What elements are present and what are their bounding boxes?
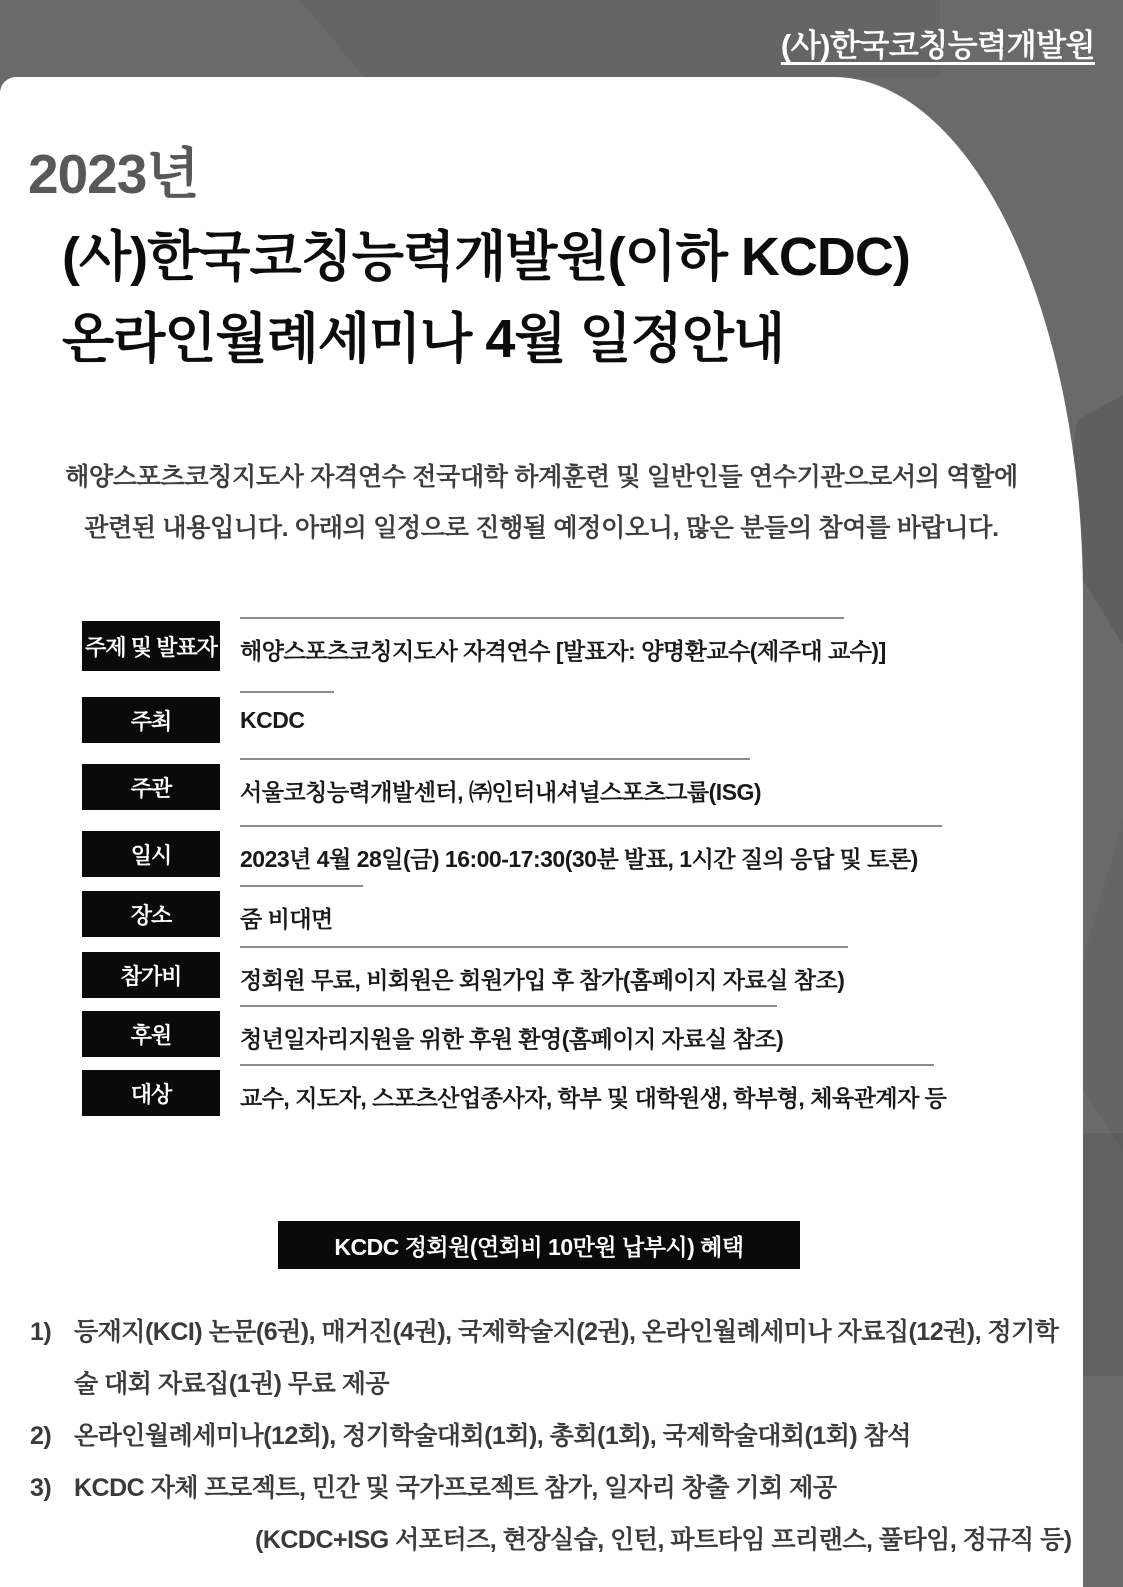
org-name-link[interactable]: (사)한국코칭능력개발원 [780,28,1095,63]
intro-paragraph [0,452,1083,554]
schedule-row-label: 후원 [82,1011,220,1057]
benefit-item-text: 온라인월례세미나(12회), 정기학술대회(1회), 총회(1회), 국제학술대회(1회) 참석 [74,1422,911,1450]
schedule-row-audience [82,1068,1022,1128]
intro-line1: 해양스포츠코칭지도사 자격연수 전국대학 하계훈련 및 일반인들 연수기관으로서의 역할에 [65,463,1018,491]
schedule-row-label: 대상 [82,1070,220,1116]
benefit-item-1 [30,1306,1072,1410]
schedule-row-label: 일시 [82,831,220,877]
benefit-banner: KCDC 정회원(연회비 10만원 납부시) 혜택 [278,1221,800,1269]
schedule-row-datetime [82,829,1022,889]
schedule-row-value: 교수, 지도자, 스포츠산업종사자, 학부 및 대학원생, 학부형, 체육관계자 등 [240,1064,934,1113]
benefit-item-marker: 2) [30,1422,52,1450]
schedule-row-organizer [82,762,1022,822]
page-title [62,216,910,380]
schedule-row-value: 정회원 무료, 비회원은 회원가입 후 참가(홈페이지 자료실 참조) [240,946,848,995]
page-title-line1: (사)한국코칭능력개발원(이하 KCDC) [62,227,910,287]
schedule-row-value: 서울코칭능력개발센터, ㈜인터내셔널스포츠그룹(ISG) [240,758,750,807]
schedule-row-label: 참가비 [82,952,220,998]
schedule-row-host [82,695,1022,755]
schedule-row-value: 해양스포츠코칭지도사 자격연수 [발표자: 양명환교수(제주대 교수)] [240,617,844,666]
benefit-item-2 [30,1410,1072,1462]
schedule-row-label: 주관 [82,764,220,810]
benefit-item-marker: 3) [30,1474,52,1502]
schedule-row-fee [82,950,1022,1010]
schedule-row-value: 줌 비대면 [240,885,363,934]
page-title-line2: 온라인월례세미나 4월 일정안내 [62,309,785,369]
benefit-item-3 [30,1462,1072,1514]
schedule-row-value: KCDC [240,691,334,734]
benefit-item-marker: 1) [30,1318,52,1346]
benefit-item-text: 등재지(KCI) 논문(6권), 매거진(4권), 국제학술지(2권), 온라인월례세미나 자료집(12권), 정기학술 대회 자료집(1권) 무료 제공 [74,1318,1059,1398]
schedule-row-place [82,889,1022,949]
schedule-row-sponsor [82,1009,1022,1069]
schedule-row-value: 청년일자리지원을 위한 후원 환영(홈페이지 자료실 참조) [240,1005,777,1054]
intro-line2: 관련된 내용입니다. 아래의 일정으로 진행될 예정이오니, 많은 분들의 참여를 바랍니다. [84,514,999,542]
schedule-row-label: 장소 [82,891,220,937]
year-label: 2023년 [28,143,199,205]
schedule-row-topic [82,621,1022,681]
benefit-note: (KCDC+ISG 서포터즈, 현장실습, 인턴, 파트타임 프리랜스, 풀타임, 정규직 등) [255,1526,1072,1554]
schedule-row-label: 주최 [82,697,220,743]
benefit-list [30,1306,1072,1566]
schedule-row-label: 주제 및 발표자 [82,621,220,671]
benefit-item-text: KCDC 자체 프로젝트, 민간 및 국가프로젝트 참가, 일자리 창출 기회 제공 [74,1474,837,1502]
schedule-row-value: 2023년 4월 28일(금) 16:00-17:30(30분 발표, 1시간 질의 응답 및 토론) [240,825,942,874]
